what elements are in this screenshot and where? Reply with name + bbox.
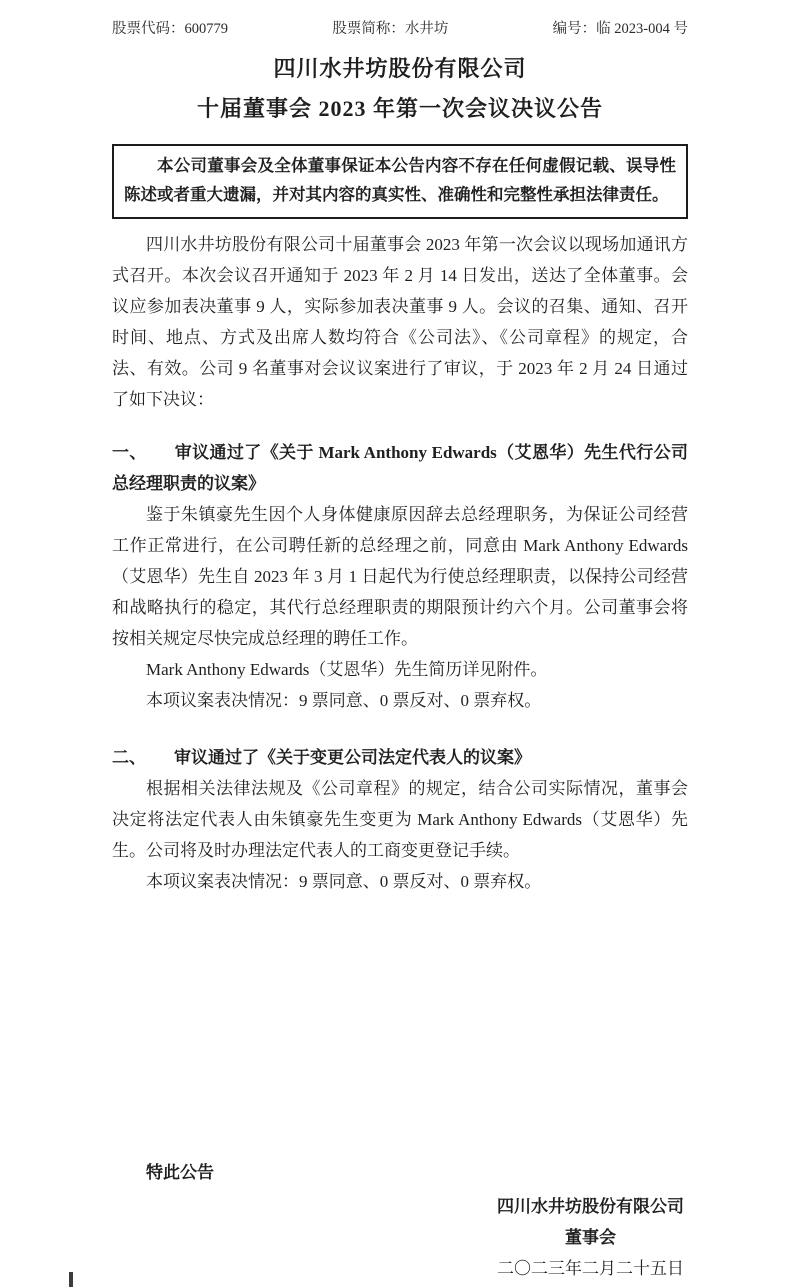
doc-number: [553, 20, 688, 38]
disclaimer-box: [112, 144, 688, 219]
section-1-heading: [112, 437, 688, 499]
section-1-resume-note: Mark Anthony Edwards（艾恩华）先生简历详见附件。: [146, 660, 548, 679]
signature-company: 四川水井坊股份有限公司: [497, 1197, 684, 1216]
section-1-vote-result: 本项议案表决情况：9 票同意、0 票反对、0 票弃权。: [146, 691, 542, 710]
signature-date: 二〇二三年二月二十五日: [497, 1259, 684, 1278]
stock-info-header: [112, 20, 688, 38]
stock-name-label: 股票简称：: [332, 21, 405, 37]
closing-statement: 特此公告: [146, 1163, 214, 1182]
section-1-heading-text: 审议通过了《关于 Mark Anthony Edwards（艾恩华）先生代行公司总经理职责的议案》: [112, 443, 688, 493]
signature-board: 董事会: [565, 1228, 616, 1247]
stock-name-value: 水井坊: [404, 21, 449, 37]
intro-paragraph: 四川水井坊股份有限公司十届董事会 2023 年第一次会议以现场加通讯方式召开。本次会议召开通知于 2023 年 2 月 14 日发出，送达了全体董事。会议应参加表决董事 9 人，实际参加表决董事 9 人。会议的召集、通知、召开时间、地点、方式及出席人数均符合《公司法》、《公司章程》的规定，合法、有效。公司 9 名董事对会议议案进行了审议，于 2023 年 2 月 24 日通过了如下决议：: [112, 235, 688, 409]
signature-block: [497, 1191, 684, 1284]
stock-code-label: 股票代码：: [112, 21, 185, 37]
section-2-heading-text: 审议通过了《关于变更公司法定代表人的议案》: [174, 748, 531, 767]
section-2-number: 二、: [112, 748, 146, 767]
section-1-paragraph: 鉴于朱镇豪先生因个人身体健康原因辞去总经理职务，为保证公司经营工作正常进行，在公司聘任新的总经理之前，同意由 Mark Anthony Edwards（艾恩华）先生自 2023 年 3 月 1 日起代为行使总经理职责，以保持公司经营和战略执行的稳定，其代行总经理职责的期限预计约六个月。公司董事会将按相关规定尽快完成总经理的聘任工作。: [112, 505, 688, 648]
stock-name: [332, 20, 448, 38]
announcement-title: 十届董事会 2023 年第一次会议决议公告: [196, 96, 603, 121]
doc-number-label: 编号：: [552, 21, 597, 37]
section-2-vote-result: 本项议案表决情况：9 票同意、0 票反对、0 票弃权。: [146, 872, 542, 891]
section-2-paragraph: 根据相关法律法规及《公司章程》的规定，结合公司实际情况，董事会决定将法定代表人由朱镇豪先生变更为 Mark Anthony Edwards（艾恩华）先生。公司将及时办理法定代表人的工商变更登记手续。: [112, 779, 688, 860]
section-2-heading: [112, 742, 688, 773]
scan-artifact-mark: [69, 1272, 73, 1287]
stock-code-value: 600779: [184, 21, 228, 37]
stock-code: [112, 20, 228, 38]
section-1-number: 一、: [112, 443, 147, 462]
doc-number-value: 临 2023-004 号: [596, 21, 688, 37]
company-title: 四川水井坊股份有限公司: [273, 56, 527, 81]
disclaimer-text: 本公司董事会及全体董事保证本公告内容不存在任何虚假记载、误导性陈述或者重大遗漏，并对其内容的真实性、准确性和完整性承担法律责任。: [124, 156, 676, 204]
